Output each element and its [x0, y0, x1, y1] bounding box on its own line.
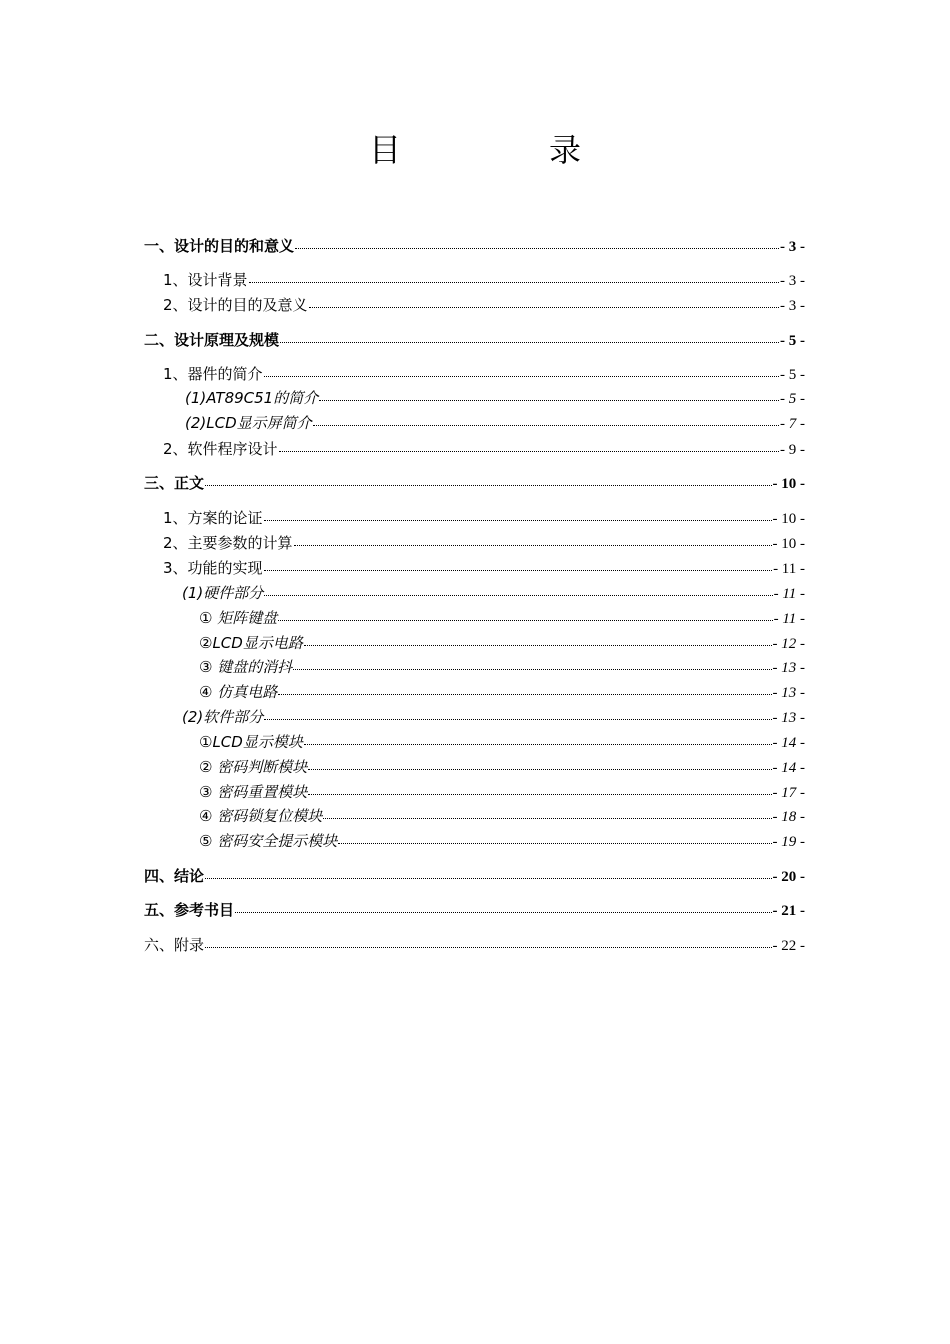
toc-entry-label: ③ 键盘的消抖: [199, 658, 293, 676]
toc-leader-dots: [205, 946, 771, 948]
toc-leader-dots: [279, 450, 779, 452]
toc-entry-label: ④ 仿真电路: [199, 683, 278, 701]
toc-entry-3-3-1[interactable]: [182, 582, 805, 604]
toc-entry-page: - 11 -: [773, 561, 805, 577]
toc-leader-dots: [278, 693, 771, 695]
toc-entry-page: - 13 -: [772, 660, 805, 676]
toc-entry-page: - 9 -: [780, 442, 805, 458]
toc-leader-dots: [264, 594, 772, 596]
toc-leader-dots: [319, 399, 779, 401]
toc-leader-dots: [264, 718, 771, 720]
toc-entry-label: 五、参考书目: [144, 901, 235, 919]
toc-entry-page: - 3 -: [780, 239, 805, 255]
toc-entry-3-3-2-4[interactable]: [199, 805, 805, 827]
toc-leader-dots: [278, 619, 772, 621]
toc-leader-dots: [304, 743, 772, 745]
toc-entry-page: - 10 -: [772, 536, 805, 552]
toc-entry-3-3-2-3[interactable]: [199, 781, 805, 803]
toc-entry-label: ④ 密码锁复位模块: [199, 807, 323, 825]
toc-entry-page: - 10 -: [772, 476, 805, 492]
toc-entry-label: ③ 密码重置模块: [199, 783, 308, 801]
toc-entry-label: 2、主要参数的计算: [163, 534, 293, 552]
toc-entry-page: - 5 -: [780, 391, 805, 407]
toc-entry-3-1[interactable]: [163, 507, 805, 529]
toc-entry-label: 1、器件的简介: [163, 365, 263, 383]
toc-title: 目 录: [368, 131, 639, 169]
toc-leader-dots: [295, 247, 779, 249]
toc-entry-page: - 14 -: [772, 760, 805, 776]
toc-entry-2-1-1[interactable]: [185, 387, 805, 409]
toc-entry-label: (1)硬件部分: [182, 584, 264, 602]
toc-entry-2-1[interactable]: [163, 363, 805, 385]
toc-leader-dots: [309, 306, 779, 308]
toc-entry-label: (2)LCD显示屏简介: [185, 414, 312, 432]
toc-entry-3-3[interactable]: [163, 557, 805, 579]
toc-entry-3-3-1-1[interactable]: [199, 607, 805, 629]
toc-entry-page: - 17 -: [772, 785, 805, 801]
toc-entry-page: - 5 -: [780, 333, 805, 349]
toc-entry-page: - 20 -: [772, 869, 805, 885]
toc-entry-label: ② 密码判断模块: [199, 758, 308, 776]
toc-entry-label: (1)AT89C51的简介: [185, 389, 319, 407]
toc-entry-label: 四、结论: [144, 867, 205, 885]
toc-leader-dots: [264, 519, 772, 521]
toc-entry-label: 六、附录: [144, 936, 205, 954]
toc-leader-dots: [235, 911, 771, 913]
toc-entry-section-5[interactable]: [144, 899, 805, 921]
toc-entry-page: - 7 -: [780, 416, 805, 432]
toc-entry-3-3-2-5[interactable]: [199, 830, 805, 852]
toc-entry-page: - 5 -: [780, 367, 805, 383]
toc-entry-label: 三、正文: [144, 474, 205, 492]
toc-entry-page: - 13 -: [772, 710, 805, 726]
toc-entry-label: 1、方案的论证: [163, 509, 263, 527]
toc-entry-section-3[interactable]: [144, 472, 805, 494]
toc-entry-page: - 22 -: [772, 938, 805, 954]
toc-entry-label: ① 矩阵键盘: [199, 609, 278, 627]
toc-entry-page: - 19 -: [772, 834, 805, 850]
toc-entry-3-3-2-2[interactable]: [199, 756, 805, 778]
toc-leader-dots: [294, 544, 772, 546]
toc-leader-dots: [205, 877, 771, 879]
toc-leader-dots: [308, 793, 771, 795]
toc-entry-3-3-1-4[interactable]: [199, 681, 805, 703]
toc-entry-page: - 14 -: [772, 735, 805, 751]
toc-entry-3-3-1-2[interactable]: [199, 632, 805, 654]
toc-entry-label: 二、设计原理及规模: [144, 331, 280, 349]
toc-entry-3-2[interactable]: [163, 532, 805, 554]
toc-entry-page: - 18 -: [772, 809, 805, 825]
toc-entry-2-2[interactable]: [163, 438, 805, 460]
toc-entry-label: 一、设计的目的和意义: [144, 237, 295, 255]
toc-leader-dots: [293, 668, 771, 670]
toc-entry-label: 2、设计的目的及意义: [163, 296, 308, 314]
toc-entry-3-3-2[interactable]: [182, 706, 805, 728]
toc-entry-page: - 11 -: [773, 586, 805, 602]
toc-entry-section-4[interactable]: [144, 865, 805, 887]
toc-entry-label: (2)软件部分: [182, 708, 264, 726]
toc-leader-dots: [313, 424, 779, 426]
toc-entry-3-3-1-3[interactable]: [199, 656, 805, 678]
toc-entry-page: - 21 -: [772, 903, 805, 919]
toc-entry-label: 2、软件程序设计: [163, 440, 278, 458]
toc-entry-page: - 13 -: [772, 685, 805, 701]
toc-entry-page: - 3 -: [780, 298, 805, 314]
toc-entry-section-2[interactable]: [144, 329, 805, 351]
toc-leader-dots: [308, 768, 771, 770]
toc-entry-1-2[interactable]: [163, 294, 805, 316]
toc-entry-3-3-2-1[interactable]: [199, 731, 805, 753]
toc-leader-dots: [338, 842, 771, 844]
toc-entry-label: 3、功能的实现: [163, 559, 263, 577]
toc-entry-label: ②LCD显示电路: [199, 634, 303, 652]
toc-entry-page: - 3 -: [780, 273, 805, 289]
toc-entry-2-1-2[interactable]: [185, 412, 805, 434]
toc-leader-dots: [264, 375, 779, 377]
toc-leader-dots: [304, 644, 772, 646]
toc-leader-dots: [280, 341, 779, 343]
toc-leader-dots: [205, 484, 771, 486]
toc-leader-dots: [323, 817, 771, 819]
toc-entry-label: 1、设计背景: [163, 271, 248, 289]
toc-entry-section-1[interactable]: [144, 235, 805, 257]
toc-entry-page: - 11 -: [773, 611, 805, 627]
toc-entry-section-6[interactable]: [144, 934, 805, 956]
toc-entry-1-1[interactable]: [163, 269, 805, 291]
toc-entry-page: - 10 -: [772, 511, 805, 527]
toc-leader-dots: [264, 569, 773, 571]
toc-entry-label: ⑤ 密码安全提示模块: [199, 832, 338, 850]
toc-leader-dots: [249, 281, 779, 283]
toc-entry-label: ①LCD显示模块: [199, 733, 303, 751]
toc-entry-page: - 12 -: [772, 636, 805, 652]
